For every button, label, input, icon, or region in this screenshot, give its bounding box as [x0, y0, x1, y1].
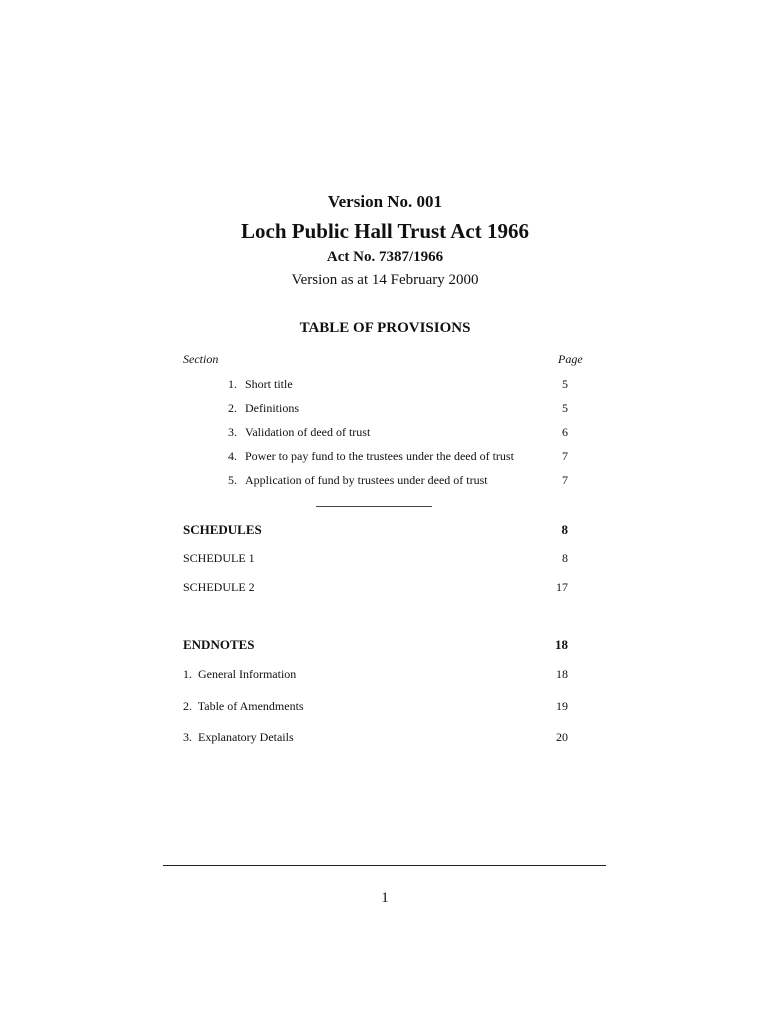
schedules-page-number: 8: [561, 522, 568, 537]
section-page-number: 5: [562, 377, 568, 391]
section-number: 2.: [228, 401, 237, 415]
section-title-link[interactable]: Short title: [245, 377, 293, 391]
version-number: Version No. 001: [327, 192, 443, 211]
endnote-general-information-link[interactable]: 1. General Information: [183, 667, 297, 681]
endnote-table-of-amendments-link[interactable]: 2. Table of Amendments: [183, 699, 304, 713]
section-page-number: 7: [562, 449, 568, 463]
endnotes-heading-link[interactable]: ENDNOTES: [183, 637, 255, 652]
toc-heading: TABLE OF PROVISIONS: [299, 320, 471, 336]
schedule-1-link[interactable]: SCHEDULE 1: [183, 551, 255, 565]
section-title-link[interactable]: Definitions: [245, 401, 299, 415]
schedule-2-page-number: 17: [556, 580, 568, 594]
schedule-2-link[interactable]: SCHEDULE 2: [183, 580, 255, 594]
section-number: 3.: [228, 425, 237, 439]
section-page-number: 6: [562, 425, 568, 439]
footer-rule: [163, 865, 606, 866]
endnote-page-number: 19: [556, 699, 568, 713]
version-date: Version as at 14 February 2000: [291, 272, 479, 288]
page-number: 1: [381, 890, 389, 906]
section-page-number: 7: [562, 473, 568, 487]
section-title-link[interactable]: Application of fund by trustees under deed of trust: [245, 473, 488, 487]
section-number: 4.: [228, 449, 237, 463]
section-title-link[interactable]: Power to pay fund to the trustees under the deed of trust: [245, 449, 514, 463]
act-number: Act No. 7387/1966: [326, 249, 444, 265]
endnote-page-number: 18: [556, 667, 568, 681]
section-page-number: 5: [562, 401, 568, 415]
endnote-explanatory-details-link[interactable]: 3. Explanatory Details: [183, 730, 294, 744]
endnote-page-number: 20: [556, 730, 568, 744]
act-title: Loch Public Hall Trust Act 1966: [241, 219, 529, 243]
section-number: 5.: [228, 473, 237, 487]
section-number: 1.: [228, 377, 237, 391]
schedules-heading-link[interactable]: SCHEDULES: [183, 522, 262, 537]
section-title-link[interactable]: Validation of deed of trust: [245, 425, 371, 439]
endnotes-page-number: 18: [555, 637, 568, 652]
page-column-label: Page: [558, 352, 583, 366]
schedule-1-page-number: 8: [562, 551, 568, 565]
section-divider: [316, 506, 432, 507]
section-column-label: Section: [183, 352, 219, 366]
